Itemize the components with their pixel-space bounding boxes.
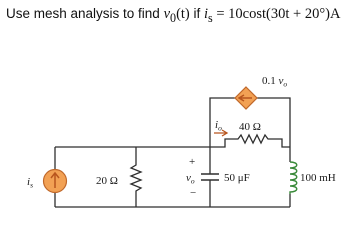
is-subscript: s: [208, 10, 213, 25]
vo-minus-label: −: [190, 187, 197, 199]
current-source: [44, 170, 67, 193]
r1-label: 20 Ω: [96, 175, 118, 187]
capacitor-label: 50 μF: [224, 172, 250, 184]
vo-argument: (t): [176, 6, 190, 22]
resistor-r1: [131, 162, 141, 194]
source-current-label: $i_s$: [27, 176, 33, 190]
dependent-source: [235, 87, 257, 109]
io-label: $i_o$: [215, 119, 222, 133]
inductor-label: 100 mH: [300, 172, 336, 184]
vo-subscript: 0: [170, 10, 177, 25]
dependent-source-label: 0.1 $v_o$: [262, 75, 288, 89]
wire-r2: [210, 139, 290, 147]
inductor: [290, 162, 297, 194]
vo-label: $v_o$: [186, 172, 195, 186]
wire-top-mesh: [210, 98, 290, 207]
problem-condition: if: [189, 6, 205, 21]
r2-label: 40 Ω: [239, 121, 261, 133]
vo-symbol: v: [163, 6, 171, 22]
problem-prefix: Use mesh analysis to find: [6, 6, 164, 21]
wires: [55, 98, 290, 207]
resistor-r2: [235, 135, 271, 143]
is-symbol: i: [204, 6, 209, 22]
source-equation: = 10cost(30t + 20°)A: [212, 6, 341, 22]
capacitor: [201, 174, 219, 180]
vo-plus-label: +: [189, 156, 196, 168]
